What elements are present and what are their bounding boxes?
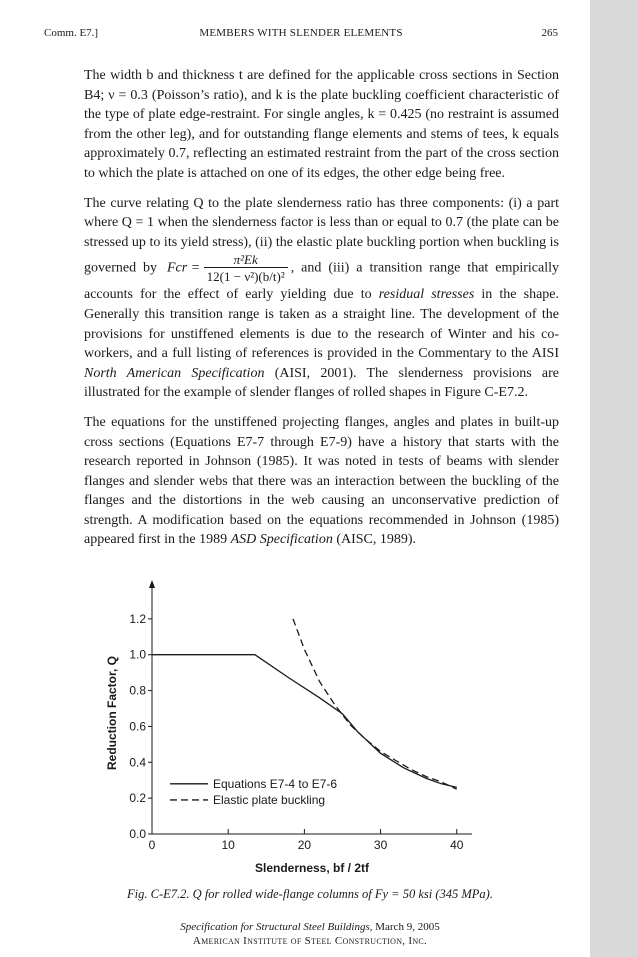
gray-side-margin bbox=[590, 0, 638, 957]
running-header bbox=[44, 27, 558, 41]
page-number: 265 bbox=[541, 27, 558, 39]
footer-publisher: American Institute of Steel Construction, Inc. bbox=[192, 935, 428, 947]
chart-svg bbox=[100, 578, 500, 880]
formula-lhs: Fcr = bbox=[167, 261, 201, 277]
x-tick-label: 10 bbox=[221, 838, 235, 852]
figure-caption: Fig. C-E7.2. Q for rolled wide-flange columns of Fy = 50 ksi (345 MPa). bbox=[127, 887, 493, 901]
body-text bbox=[84, 66, 559, 560]
x-tick-label: 30 bbox=[373, 838, 388, 852]
y-tick-label: 0.2 bbox=[129, 791, 146, 806]
legend-label-elastic: Elastic plate buckling bbox=[213, 792, 326, 807]
y-tick-label: 0.6 bbox=[129, 719, 146, 734]
reduction-factor-chart bbox=[100, 578, 500, 880]
legend-label-equations: Equations E7-4 to E7-6 bbox=[213, 776, 338, 791]
y-axis-arrow bbox=[149, 580, 155, 588]
footer-spec-title: Specification for Structural Steel Buildings, bbox=[180, 921, 373, 933]
y-tick-label: 0.0 bbox=[129, 827, 146, 841]
formula-fraction bbox=[204, 252, 288, 285]
y-tick-label: 0.8 bbox=[129, 683, 146, 698]
y-tick-label: 1.0 bbox=[129, 647, 146, 662]
residual-stresses-term: residual stresses bbox=[378, 287, 475, 303]
formula-numerator: π²Ek bbox=[204, 252, 288, 268]
x-axis-title: Slenderness, bf / 2tf bbox=[254, 861, 370, 875]
asd-spec-title: ASD Specification bbox=[230, 532, 333, 548]
paragraph-q-curve-end: (AISI, 2001). The slenderness provisions are illustrated for the example of slender flanges of rolled shapes in Figure C-E7.2. bbox=[84, 365, 559, 401]
x-tick-label: 0 bbox=[148, 838, 156, 852]
formula-denominator: 12(1 − ν²)(b/t)² bbox=[206, 269, 285, 285]
x-tick-label: 20 bbox=[297, 838, 312, 852]
paragraph-q-curve-continued: in the shape. Generally this transition range is taken as a straight line. The development of the provisions for unstiffened elements is due to the research of Winter and his co-workers, and a full listing of references is provided in the Commentary to the AISI bbox=[84, 287, 559, 362]
header-chapter-title: MEMBERS WITH SLENDER ELEMENTS bbox=[199, 27, 403, 39]
critical-stress-formula bbox=[167, 252, 288, 285]
paragraph-history-text: The equations for the unstiffened projecting flanges, angles and plates in built-up cross sections (Equations E7-7 through E7-9) have a history that starts with the research reported in Johnson (1985). It was noted in tests of beams with slender flanges and slender webs that there was an interaction between the buckling of the flanges and the distortions in the web causing an unconservative prediction of strength. A modification based on the equations recommended in Johnson (1985) appeared first in the 1989 bbox=[84, 414, 559, 548]
page-footer bbox=[60, 920, 560, 948]
y-tick-label: 1.2 bbox=[129, 611, 146, 626]
paragraph-unstiffened-history bbox=[84, 413, 559, 550]
series-elastic-buckling-line bbox=[293, 619, 457, 789]
aisi-spec-title: North American Specification bbox=[84, 365, 265, 381]
x-tick-label: 40 bbox=[450, 838, 464, 852]
y-axis-title: Reduction Factor, Q bbox=[105, 655, 119, 771]
series-equations-line bbox=[152, 655, 457, 788]
footer-spec-line bbox=[60, 920, 560, 934]
paragraph-plate-buckling-definitions: The width b and thickness t are defined for the applicable cross sections in Section B4; ν = 0.3 (Poisson’s ratio), and k is the plate buckling coefficient characteristic of the type of plate edge-restraint. For single angles, k = 0.425 (no restraint is assumed from the other leg), and for outstanding flange elements and stems of tees, k equals approximately 0.7, reflecting an estimated restraint from the part of the cross section to which the plate is attached on one of its edges, the other edge being free. bbox=[84, 68, 559, 181]
paragraph-history-end: (AISC, 1989). bbox=[332, 532, 417, 548]
paragraph-q-curve-intro: The curve relating Q to the plate slenderness ratio has three components: (i) a part where Q = 1 when the slenderness factor is less than or equal to 0.7 (the plate can be stressed up to its yield stress), (ii) the elastic plate buckling portion when buckling is governed by bbox=[84, 195, 559, 277]
footer-date: March 9, 2005 bbox=[372, 921, 440, 933]
paragraph-q-curve-mid: , and (iii) a transition range that empirically accounts for the effect of early yielding due to bbox=[84, 261, 560, 303]
y-tick-label: 0.4 bbox=[129, 755, 146, 770]
header-section-ref: Comm. E7.] bbox=[44, 27, 99, 39]
paragraph-q-curve bbox=[84, 194, 559, 403]
